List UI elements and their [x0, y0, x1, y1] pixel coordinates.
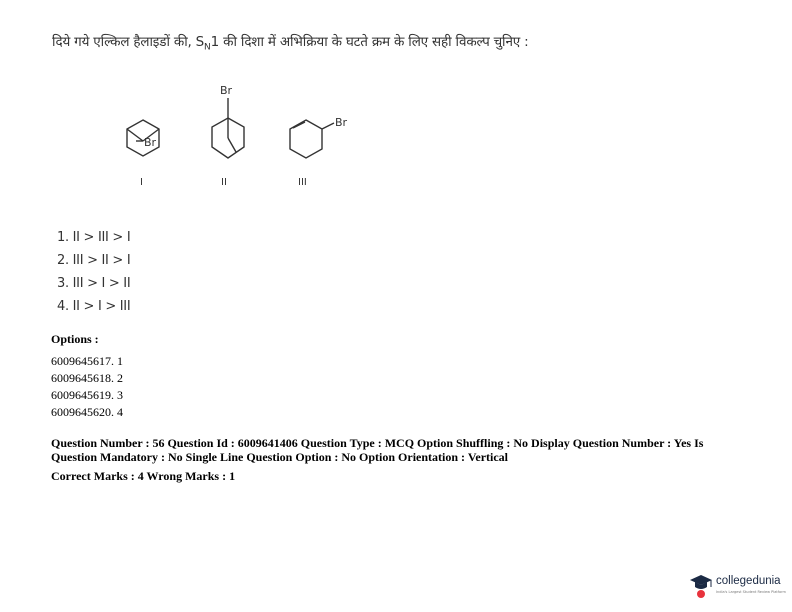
choice-4: 4. II > I > III — [57, 299, 131, 314]
structure-i-bridge-a — [127, 129, 143, 141]
structures-figure — [100, 78, 380, 198]
structure-iii-ring — [290, 120, 322, 158]
choice-1: 1. II > III > I — [57, 230, 131, 245]
choice-3: 3. III > I > II — [57, 276, 131, 291]
collegedunia-logo — [688, 572, 788, 602]
options-block — [51, 332, 123, 421]
structure-i-label: I — [140, 177, 143, 188]
graduation-cap-icon — [688, 572, 714, 600]
option-id-2: 6009645618. 2 — [51, 371, 123, 385]
structure-iii-double-bond — [293, 122, 305, 128]
structure-i-br-label: Br — [144, 136, 157, 149]
structure-ii — [212, 98, 244, 158]
structure-ii-bridge-b — [228, 138, 236, 152]
option-id-3: 6009645619. 3 — [51, 388, 123, 402]
question-subscript: N — [204, 42, 211, 53]
structure-iii-label: III — [298, 177, 307, 188]
question-text-after: 1 की दिशा में अभिक्रिया के घटते क्रम के लिए सही विकल्प चुनिए : — [210, 34, 529, 50]
structure-ii-label: II — [221, 177, 227, 188]
metadata-marks: Correct Marks : 4 Wrong Marks : 1 — [51, 469, 236, 483]
option-id-4: 6009645620. 4 — [51, 405, 123, 419]
option-id-1: 6009645617. 1 — [51, 354, 123, 368]
answer-choices — [57, 230, 130, 322]
logo-brand-text: collegedunia — [716, 575, 781, 587]
choice-2: 2. III > II > I — [57, 253, 131, 268]
structure-ii-br-label: Br — [220, 84, 233, 97]
structure-iii-br-label: Br — [335, 116, 348, 129]
structure-iii-br-bond — [322, 123, 334, 129]
question-text-before: दिये गये एल्किल हैलाइडों की, S — [52, 34, 205, 50]
options-heading: Options : — [51, 332, 99, 346]
structures-svg — [100, 78, 380, 198]
logo-tagline: India's Largest Student Review Platform — [716, 590, 786, 594]
metadata-details: Question Number : 56 Question Id : 6009641406 Question Type : MCQ Option Shuffling : No Display Question Number : Yes Is Question Mandatory : No Single Line Question Option : No Option Orientation : Vertical — [51, 436, 704, 464]
question-text — [52, 32, 529, 53]
structure-iii — [290, 120, 334, 158]
question-metadata — [51, 436, 731, 483]
